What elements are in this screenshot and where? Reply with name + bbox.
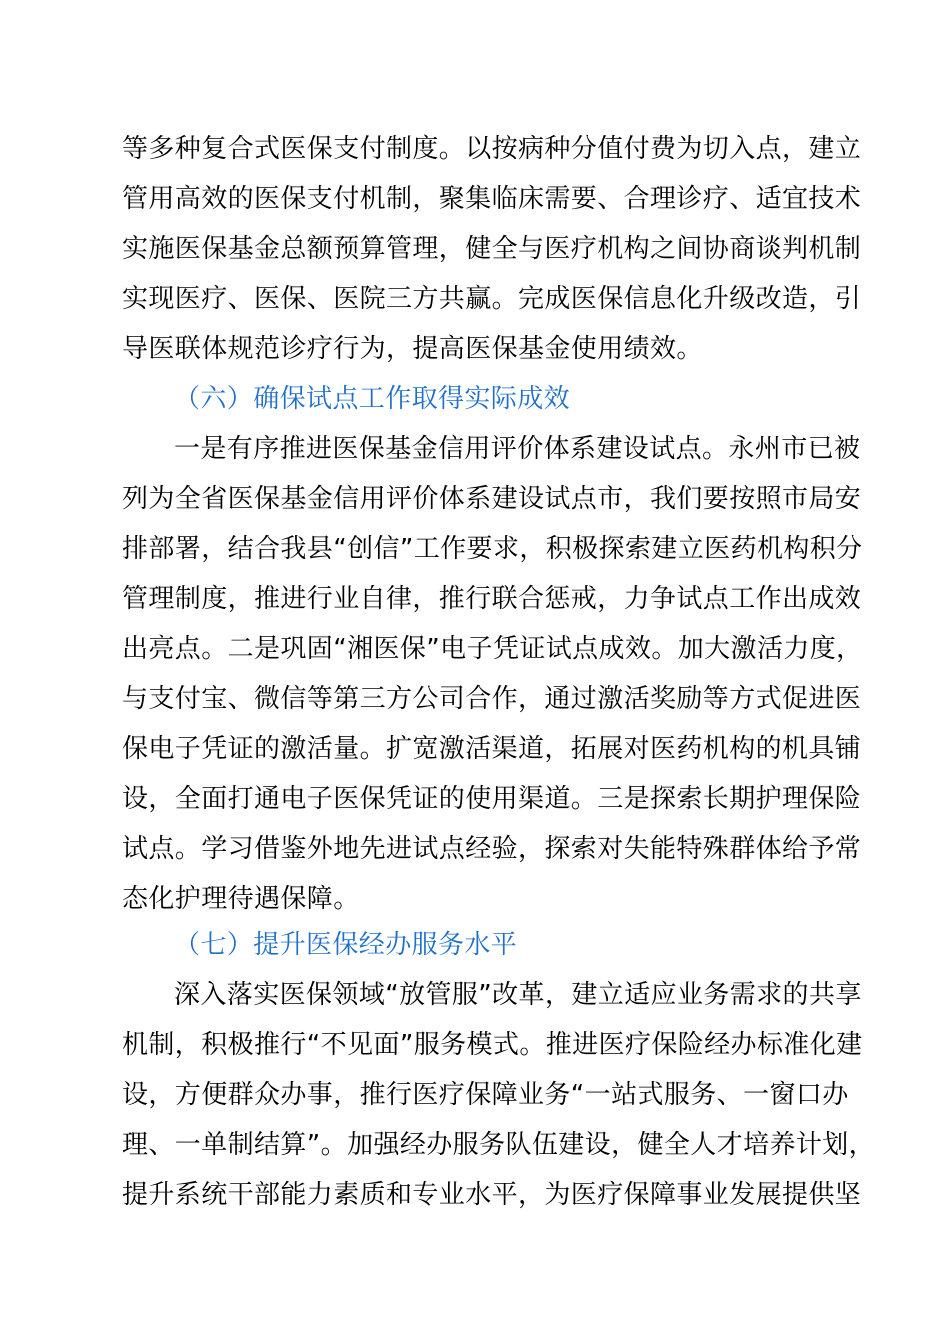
body-line: 导医联体规范诊疗行为，提高医保基金使用绩效。 xyxy=(122,334,703,364)
body-line: 设，全面打通电子医保凭证的使用渠道。三是探索长期护理保险 xyxy=(122,784,862,814)
body-line: 出亮点。二是巩固“湘医保”电子凭证试点成效。加大激活力度， xyxy=(122,634,863,664)
body-line: 机制，积极推行“不见面”服务模式。推进医疗保险经办标准化建 xyxy=(122,1030,863,1060)
body-line: 态化护理待遇保障。 xyxy=(122,884,360,914)
body-line: 提升系统干部能力素质和专业水平，为医疗保障事业发展提供坚 xyxy=(122,1180,862,1210)
body-line: 设，方便群众办事，推行医疗保障业务“一站式服务、一窗口办 xyxy=(122,1080,849,1110)
body-line: 试点。学习借鉴外地先进试点经验，探索对失能特殊群体给予常 xyxy=(122,834,862,864)
paragraph-first-line: 深入落实医保领域“放管服”改革，建立适应业务需求的共享 xyxy=(174,980,862,1010)
body-line: 实施医保基金总额预算管理，健全与医疗机构之间协商谈判机制 xyxy=(122,234,862,264)
section-heading-seven: （七）提升医保经办服务水平 xyxy=(174,930,518,960)
body-line: 列为全省医保基金信用评价体系建设试点市，我们要按照市局安 xyxy=(122,484,862,514)
body-line: 保电子凭证的激活量。扩宽激活渠道，拓展对医药机构的机具铺 xyxy=(122,734,862,764)
paragraph-first-line: 一是有序推进医保基金信用评价体系建设试点。永州市已被 xyxy=(174,434,861,464)
body-line: 与支付宝、微信等第三方公司合作，通过激活奖励等方式促进医 xyxy=(122,684,862,714)
body-line: 管用高效的医保支付机制，聚集临床需要、合理诊疗、适宜技术 xyxy=(122,184,862,214)
body-line: 排部署，结合我县“创信”工作要求，积极探索建立医药机构积分 xyxy=(122,534,863,564)
body-line: 等多种复合式医保支付制度。以按病种分值付费为切入点，建立 xyxy=(122,134,862,164)
body-line: 实现医疗、医保、医院三方共赢。完成医保信息化升级改造，引 xyxy=(122,284,862,314)
section-heading-six: （六）确保试点工作取得实际成效 xyxy=(174,384,571,414)
body-line: 管理制度，推进行业自律，推行联合惩戒，力争试点工作出成效 xyxy=(122,584,862,614)
body-line: 理、一单制结算”。加强经办服务队伍建设，健全人才培养计划， xyxy=(122,1130,876,1160)
